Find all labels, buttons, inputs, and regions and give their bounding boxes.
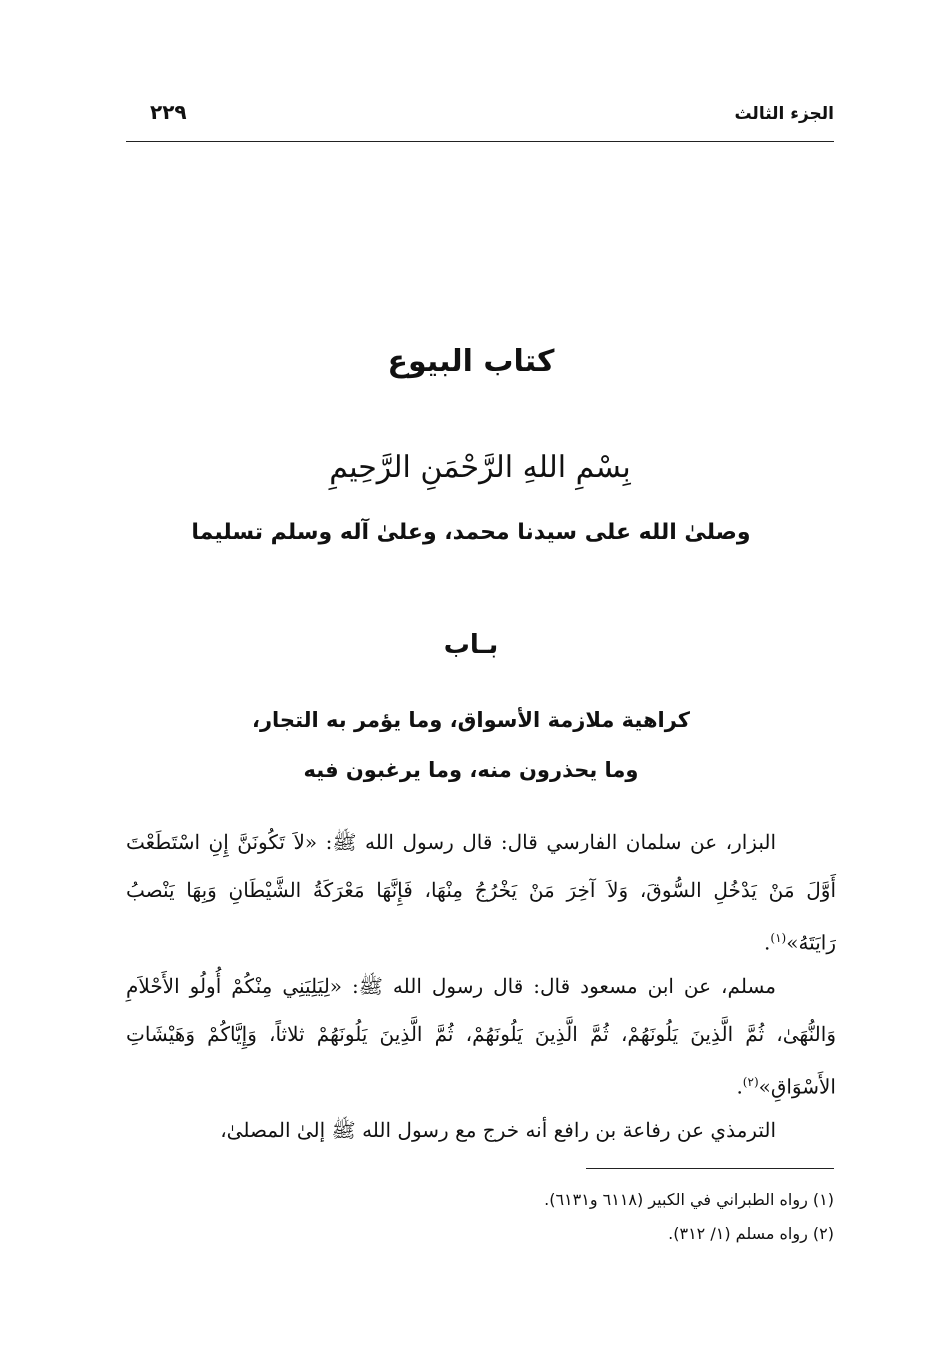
footnote-ref: (٢) — [742, 1075, 759, 1089]
footnote-1: (١) رواه الطبراني في الكبير (٦١١٨ و٦١٣١). — [544, 1190, 834, 1209]
basmala-calligraphy — [240, 448, 720, 498]
footnote-divider — [586, 1168, 834, 1169]
running-header-part: الجزء الثالث — [734, 104, 834, 124]
hadith-text: مسلم، عن ابن مسعود قال: قال رسول الله ﷺ: «لِيَلِيَنِي مِنْكُمْ أُولُو الأَحْلاَمِ وَالنُّهَىٰ، ثُمَّ الَّذِينَ يَلُونَهُمْ، ثُمَّ الَّذِينَ يَلُونَهُمْ، ثُمَّ الَّذِينَ يَلُونَهُمْ ثلاثاً، وَإِيَّاكُمْ وَهَيْشَاتِ الأَسْوَاقِ» — [126, 974, 836, 1099]
header-divider — [126, 141, 834, 142]
hadith-paragraph-2 — [126, 962, 836, 1111]
hadith-text: البزار، عن سلمان الفارسي قال: قال رسول الله ﷺ: «لاَ تَكُونَنَّ إِنِ اسْتَطَعْتَ أَوَّلَ مَنْ يَدْخُلِ السُّوقَ، وَلاَ آخِرَ مَنْ يَخْرُجُ مِنْهَا، فَإِنَّهَا مَعْرَكَةُ الشَّيْطَانِ وَبِهَا يَنْصبُ رَايَتَهُ» — [126, 830, 836, 955]
section-heading: بـاب — [443, 630, 499, 660]
page-number: ٢٢٩ — [150, 100, 187, 124]
footnote-ref: (١) — [770, 931, 787, 945]
section-subtitle-line-2: وما يحذرون منه، وما يرغبون فيه — [303, 758, 639, 782]
basmala-text: بِسْمِ اللهِ الرَّحْمَنِ الرَّحِيمِ — [329, 450, 631, 485]
hadith-paragraph-1 — [126, 818, 836, 967]
salawat-line: وصلىٰ الله على سيدنا محمد، وعلىٰ آله وسلم تسليما — [191, 520, 751, 545]
footnote-2: (٢) رواه مسلم (١/ ٣١٢). — [668, 1224, 834, 1243]
chapter-title: كتاب البيوع — [387, 344, 555, 379]
hadith-paragraph-3: الترمذي عن رفاعة بن رافع أنه خرج مع رسول الله ﷺ إلىٰ المصلىٰ، — [220, 1118, 776, 1142]
paragraph-end: . — [736, 1074, 743, 1099]
section-subtitle-line-1: كراهية ملازمة الأسواق، وما يؤمر به التجار، — [251, 708, 690, 732]
paragraph-end: . — [764, 930, 771, 955]
